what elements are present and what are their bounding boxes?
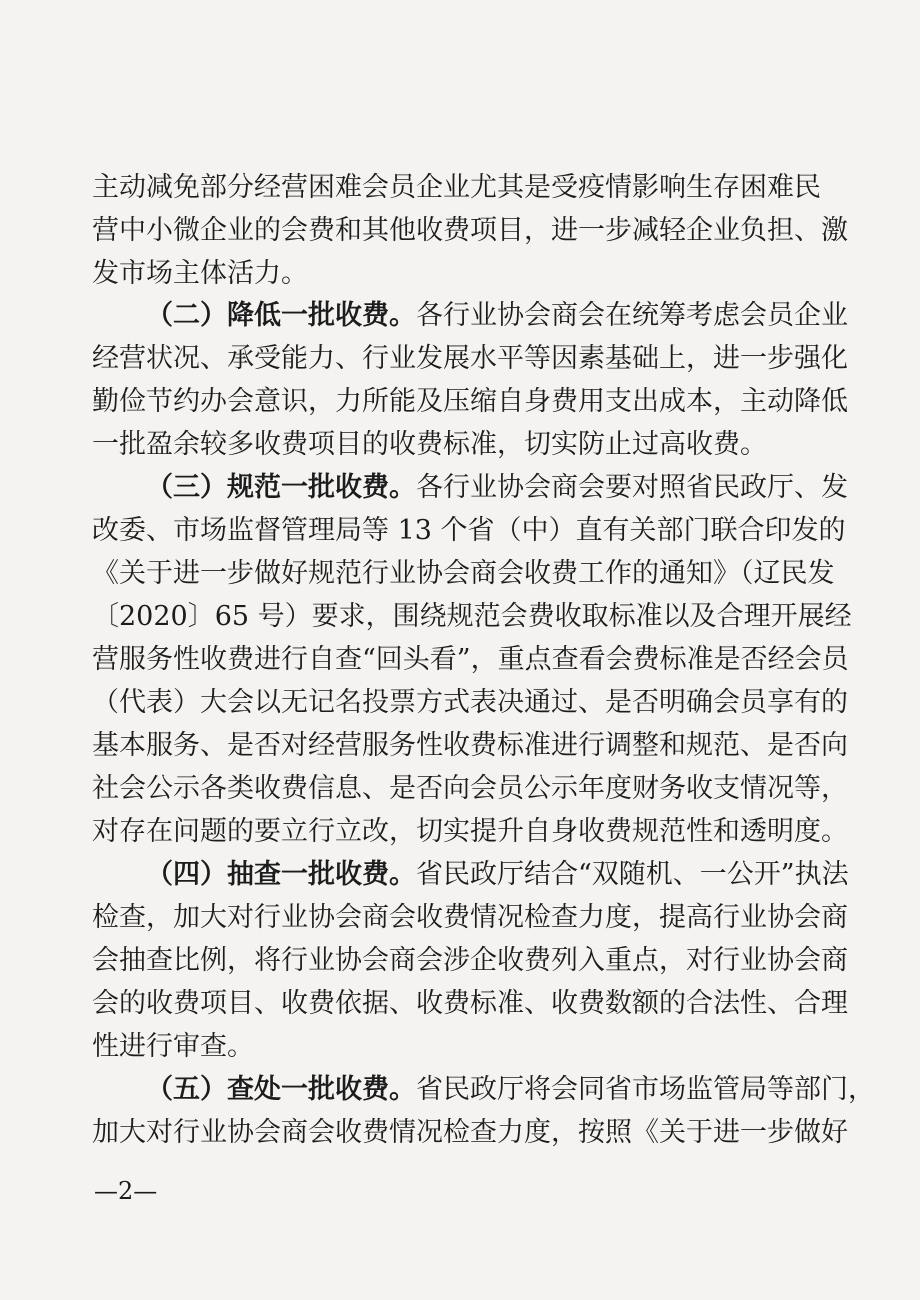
body-line: 经营状况、承受能力、行业发展水平等因素基础上，进一步强化: [92, 343, 848, 374]
body-line: 社会公示各类收费信息、是否向会员公示年度财务收支情况等，: [92, 773, 848, 804]
body-line: 主动减免部分经营困难会员企业尤其是受疫情影响生存困难民: [92, 172, 821, 203]
section-heading: （三）规范一批收费。: [146, 472, 416, 503]
body-line: 改委、市场监督管理局等 13 个省（中）直有关部门联合印发的: [92, 515, 846, 546]
body-line: 会的收费项目、收费依据、收费标准、收费数额的合法性、合理: [92, 988, 848, 1019]
section-text: 省民政厅将会同省市场监管局等部门，: [416, 1074, 875, 1105]
section-first-line: [92, 858, 849, 892]
body-line: 一批盈余较多收费项目的收费标准，切实防止过高收费。: [92, 429, 767, 460]
body-line: 营中小微企业的会费和其他收费项目，进一步减轻企业负担、激: [92, 215, 848, 246]
section-heading: （四）抽查一批收费。: [146, 859, 416, 890]
body-line: （代表）大会以无记名投票方式表决通过、是否明确会员享有的: [92, 687, 848, 718]
body-line: 《关于进一步做好规范行业协会商会收费工作的通知》（辽民发: [92, 558, 835, 589]
section-text: 各行业协会商会在统筹考虑会员企业: [416, 300, 848, 331]
body-line: 发市场主体活力。: [92, 258, 308, 289]
page-number: —2—: [94, 1177, 158, 1205]
body-line: 检查，加大对行业协会商会收费情况检查力度，提高行业协会商: [92, 902, 848, 933]
section-heading: （二）降低一批收费。: [146, 300, 416, 331]
body-line: 性进行审查。: [92, 1031, 254, 1062]
body-line: 〔2020〕65 号）要求，围绕规范会费收取标准以及合理开展经: [92, 601, 852, 632]
section-text: 各行业协会商会要对照省民政厅、发: [416, 472, 848, 503]
body-line: 会抽查比例，将行业协会商会涉企收费列入重点，对行业协会商: [92, 945, 848, 976]
body-line: 营服务性收费进行自查“回头看”，重点查看会费标准是否经会员: [92, 644, 849, 675]
body-line: 对存在问题的要立行立改，切实提升自身收费规范性和透明度。: [92, 816, 848, 847]
section-text: 省民政厅结合“双随机、一公开”执法: [416, 859, 849, 890]
body-line: 勤俭节约办会意识，力所能及压缩自身费用支出成本，主动降低: [92, 386, 848, 417]
section-heading: （五）查处一批收费。: [146, 1074, 416, 1105]
section-first-line: [92, 1073, 875, 1107]
body-line: 基本服务、是否对经营服务性收费标准进行调整和规范、是否向: [92, 730, 848, 761]
section-first-line: [92, 299, 848, 333]
section-first-line: [92, 471, 848, 505]
body-line: 加大对行业协会商会收费情况检查力度，按照《关于进一步做好: [92, 1117, 848, 1148]
